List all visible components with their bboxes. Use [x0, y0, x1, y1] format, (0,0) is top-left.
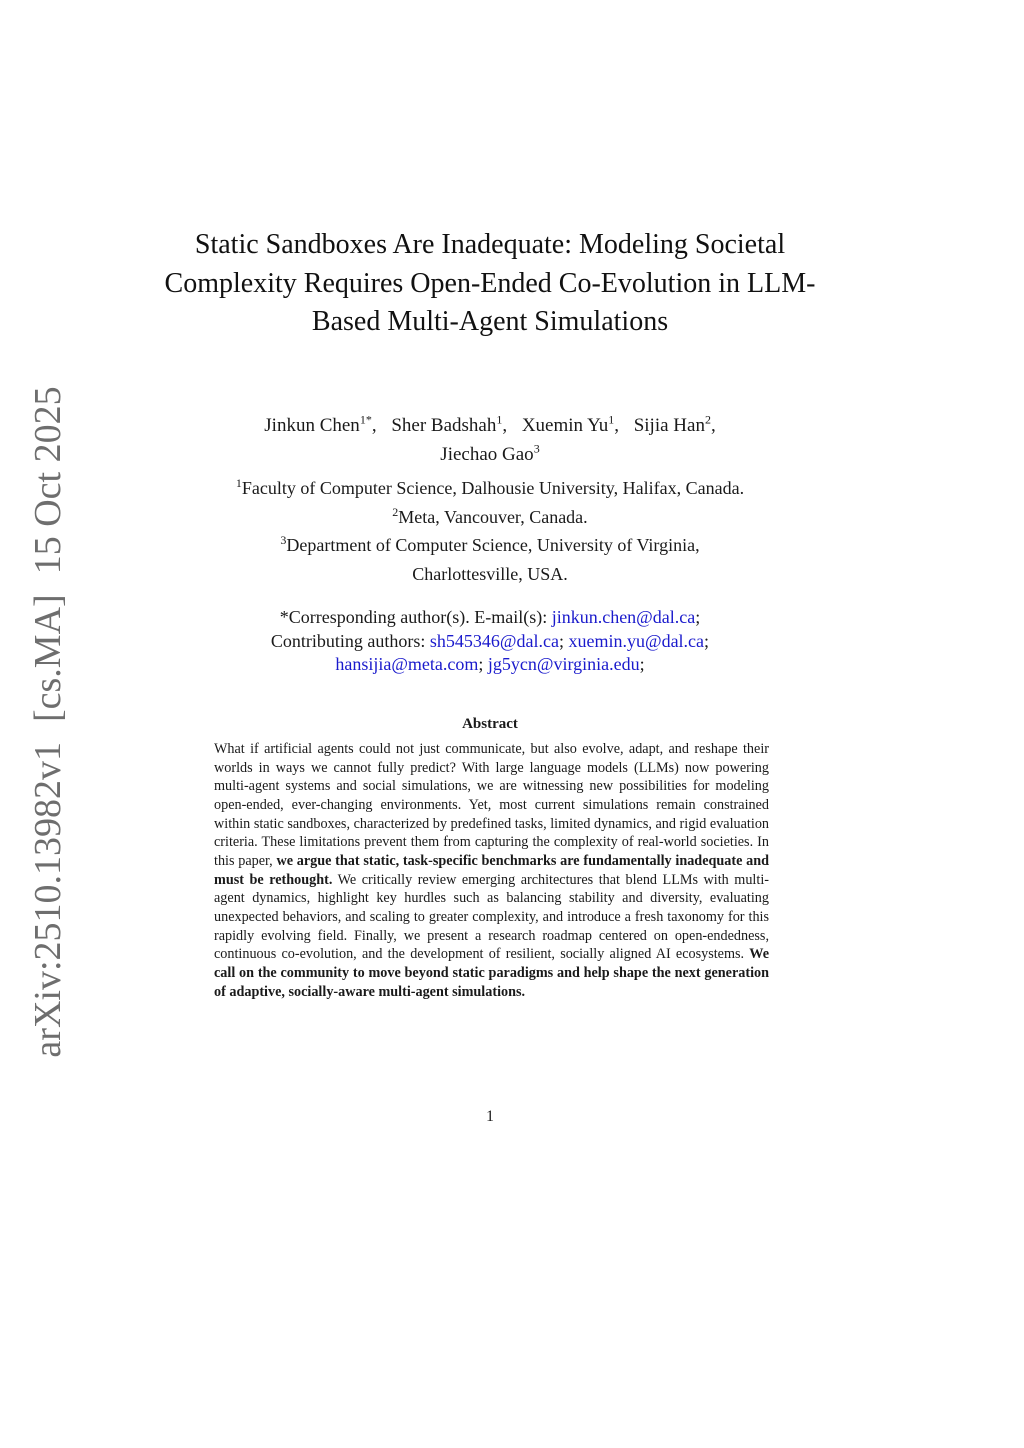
author	[391, 415, 507, 436]
abstract-emphasis: we argue that static, task-specific benchmarks are fundamentally inadequate and must be rethought.	[214, 852, 769, 888]
affiliation-mark: 1	[235, 476, 242, 490]
author-name: Sijia Han	[633, 415, 705, 437]
affiliation-text: Faculty of Computer Science, Dalhousie University, Halifax, Canada.	[241, 478, 745, 498]
contributing-line	[160, 653, 820, 677]
paper-title: Static Sandboxes Are Inadequate: Modeling Societal Complexity Requires Open-Ended Co-Evolution in LLM-Based Multi-Agent Simulations	[164, 229, 816, 337]
affiliation	[140, 472, 840, 501]
page-number: 1	[486, 1108, 494, 1125]
arxiv-date: 15 Oct 2025	[27, 386, 69, 575]
affiliation-text: Charlottesville, USA.	[412, 563, 568, 584]
author	[264, 415, 376, 436]
arxiv-identifier-stamp	[18, 386, 78, 1058]
email-separator: ;	[704, 630, 710, 651]
corresponding-line	[160, 606, 820, 630]
contributing-label: Contributing authors:	[270, 630, 426, 651]
author-separator: ,	[371, 415, 377, 437]
abstract-emphasis: We call on the community to move beyond static paradigms and help shape the next generation of adaptive, socially-aware multi-agent simulations.	[214, 946, 769, 1000]
affiliation-text: Department of Computer Science, University of Virginia,	[286, 535, 700, 555]
affiliations	[140, 472, 840, 586]
author-affiliation-mark: 2	[704, 413, 711, 427]
contact-block	[160, 606, 820, 677]
affiliation-mark: 3	[280, 533, 287, 547]
abstract-text: What if artificial agents could not just communicate, but also evolve, adapt, and reshape their worlds in ways we cannot fully predict? With large language models (LLMs) now powering multi-agent systems and social simulations, we are witnessing new possibilities for modeling open-ended, ever-changing environments. Yet, most current simulations remain constrained within static sandboxes, characterized by predefined tasks, limited dynamics, and rigid evaluation criteria. These limitations prevent them from capturing the complexity of real-world societies. In this paper,	[214, 741, 769, 869]
email-link[interactable]: hansijia@meta.com	[335, 654, 479, 674]
email-separator: ;	[478, 654, 484, 674]
abstract-body	[214, 740, 769, 1001]
abstract-text: We critically review emerging architectures that blend LLMs with multi-agent dynamics, highlight key hurdles such as balancing stability and diversity, evaluating unexpected behaviors, and scaling to greater complexity, and introduce a fresh taxonomy for this rapidly evolving field. Finally, we present a research roadmap centered on open-endedness, continuous co-evolution, and the development of resilient, socially aligned AI ecosystems.	[214, 871, 769, 963]
contributing-line	[160, 630, 820, 654]
author-name: Jiechao Gao	[440, 443, 534, 465]
author-separator: ,	[502, 415, 508, 437]
email-separator: ;	[639, 654, 645, 674]
email-link[interactable]: xuemin.yu@dal.ca	[568, 630, 705, 651]
email-separator: ;	[558, 630, 564, 651]
author-affiliation-mark: 1	[608, 413, 615, 427]
author-name: Jinkun Chen	[264, 415, 360, 437]
email-link[interactable]: jinkun.chen@dal.ca	[551, 607, 696, 627]
author-affiliation-mark: 3	[533, 441, 540, 456]
affiliation	[140, 558, 840, 587]
author-affiliation-mark: 1*	[359, 413, 372, 427]
corresponding-label: *Corresponding author(s). E-mail(s):	[279, 607, 548, 627]
author-name: Xuemin Yu	[521, 415, 609, 437]
author-affiliation-mark: 1	[496, 413, 503, 427]
affiliation-mark: 2	[392, 504, 399, 519]
email-link[interactable]: sh545346@dal.ca	[429, 630, 559, 651]
author	[440, 441, 540, 465]
arxiv-id: arXiv:2510.13982v1	[27, 742, 69, 1058]
affiliation	[140, 501, 840, 530]
author-name: Sher Badshah	[391, 415, 497, 437]
author	[634, 415, 716, 436]
author	[522, 415, 619, 436]
author-separator: ,	[710, 415, 716, 437]
abstract-heading: Abstract	[462, 716, 518, 732]
affiliation-text: Meta, Vancouver, Canada.	[398, 506, 588, 527]
affiliation	[140, 529, 840, 558]
arxiv-category: [cs.MA]	[27, 594, 69, 722]
email-link[interactable]: jg5ycn@virginia.edu	[487, 654, 640, 674]
author-separator: ,	[614, 415, 619, 437]
email-separator: ;	[695, 607, 701, 627]
author-list	[160, 409, 820, 466]
